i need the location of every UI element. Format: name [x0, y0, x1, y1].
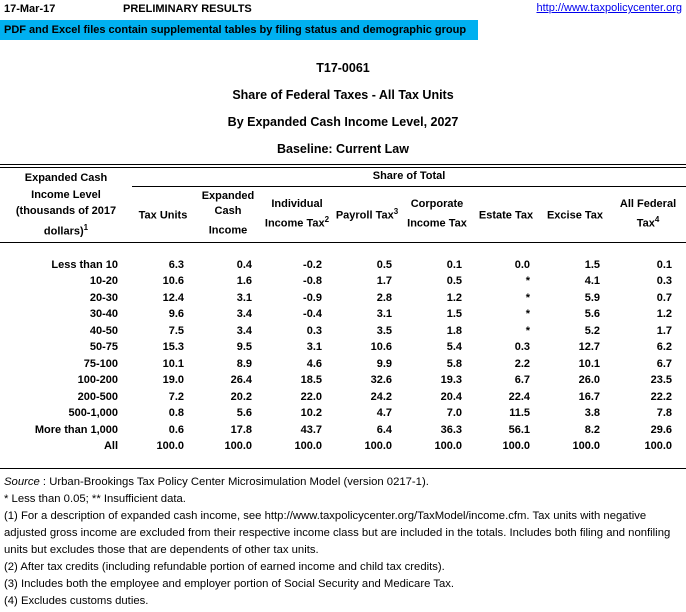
table-row — [0, 290, 686, 307]
table-row — [0, 306, 686, 323]
cell-value: 32.6 — [370, 374, 392, 387]
cell-value: 10.6 — [370, 341, 392, 354]
cell-value: 7.8 — [656, 407, 673, 420]
row-header-text: Expanded Cash Income Level (thousands of 2017 dollars) — [15, 172, 117, 238]
cell-value: 3.5 — [376, 324, 392, 337]
cell-value: 100.0 — [434, 440, 462, 453]
cell-value: 6.4 — [376, 423, 392, 436]
row-label: Less than 10 — [51, 258, 118, 271]
source-label: Source — [4, 475, 40, 488]
preliminary-results-label: PRELIMINARY RESULTS — [123, 3, 252, 15]
supplemental-tables-banner: PDF and Excel files contain supplemental tables by filing status and demographic group — [0, 20, 478, 40]
cell-value: 9.9 — [376, 357, 392, 370]
row-label: 40-50 — [89, 324, 118, 337]
cell-value: 100.0 — [294, 440, 322, 453]
cell-value: 7.2 — [168, 390, 184, 403]
row-label: 200-500 — [77, 390, 118, 403]
cell-value: 9.5 — [236, 341, 252, 354]
cell-value: 23.5 — [650, 374, 673, 387]
cell-value: 56.1 — [508, 423, 530, 436]
cell-value: 22.4 — [508, 390, 530, 403]
table-body — [0, 242, 686, 468]
row-label: 50-75 — [89, 341, 118, 354]
table-row — [0, 438, 686, 468]
cell-value: 0.1 — [656, 258, 673, 271]
cell-value: 1.7 — [656, 324, 673, 337]
cell-value: 100.0 — [502, 440, 530, 453]
cell-value: 2.8 — [376, 291, 392, 304]
col-header-tax-units: Tax Units — [132, 186, 194, 242]
cell-value: 26.0 — [578, 374, 600, 387]
cell-value: 0.3 — [306, 324, 322, 337]
cell-value: 19.0 — [162, 374, 184, 387]
cell-value: 10.1 — [578, 357, 600, 370]
cell-value: 7.0 — [446, 407, 462, 420]
cell-value: * — [525, 324, 530, 337]
cell-value: 0.1 — [446, 258, 462, 271]
cell-value: 20.4 — [440, 390, 462, 403]
cell-value: 0.0 — [514, 258, 530, 271]
row-label: 30-40 — [89, 308, 118, 321]
row-label: More than 1,000 — [34, 423, 118, 436]
cell-value: 17.8 — [230, 423, 252, 436]
col-header-estate-tax: Estate Tax — [472, 186, 540, 242]
cell-value: 22.2 — [650, 390, 673, 403]
cell-value: 29.6 — [650, 423, 673, 436]
cell-value: 3.1 — [306, 341, 322, 354]
cell-value: 0.3 — [514, 341, 530, 354]
cell-value: 15.3 — [162, 341, 184, 354]
cell-value: 24.2 — [370, 390, 392, 403]
cell-value: 3.4 — [236, 324, 252, 337]
cell-value: 0.5 — [376, 258, 392, 271]
cell-value: -0.8 — [303, 275, 322, 288]
row-label: 10-20 — [89, 275, 118, 288]
table-row — [0, 422, 686, 439]
row-header-superscript: 1 — [83, 222, 89, 232]
cell-value: -0.4 — [303, 308, 322, 321]
row-label: 75-100 — [83, 357, 118, 370]
footnote-4: (4) Excludes customs duties. — [4, 594, 149, 607]
cell-value: 100.0 — [364, 440, 392, 453]
col-header-expanded-cash-income: Expanded Cash Income — [194, 186, 262, 242]
cell-value: 1.5 — [446, 308, 462, 321]
cell-value: 11.5 — [509, 407, 530, 420]
cell-value: 0.4 — [236, 258, 252, 271]
cell-value: -0.9 — [303, 291, 322, 304]
row-label: All — [103, 440, 118, 453]
cell-value: 3.1 — [236, 291, 252, 304]
cell-value: 1.5 — [584, 258, 600, 271]
footnote-1: (1) For a description of expanded cash income, see http://www.taxpolicycenter.org/TaxModel/income.cfm. Tax units with negative adjusted gross income are excluded from their respective income class but are included in the totals. Includes both filing and nonfiling units but excludes those that are dependents of other tax units. — [4, 509, 671, 556]
cell-value: 4.6 — [306, 357, 322, 370]
cell-value: 6.7 — [514, 374, 530, 387]
row-label: 100-200 — [77, 374, 118, 387]
cell-value: 5.6 — [584, 308, 600, 321]
col-header-payroll-tax: Payroll Tax$^3$ — [332, 186, 402, 242]
row-header-income-level — [0, 166, 132, 242]
cell-value: 5.8 — [446, 357, 462, 370]
cell-value: 9.6 — [168, 308, 184, 321]
top-bar — [0, 0, 686, 20]
title-block — [0, 40, 686, 164]
report-date: 17-Mar-17 — [4, 3, 56, 15]
cell-value: 8.9 — [236, 357, 252, 370]
table-row — [0, 273, 686, 290]
table-id: T17-0061 — [316, 61, 370, 75]
cell-value: 0.5 — [446, 275, 462, 288]
cell-value: 2.2 — [514, 357, 530, 370]
baseline-label: Baseline: Current Law — [277, 142, 409, 156]
footnote-3: (3) Includes both the employee and employer portion of Social Security and Medicare Tax. — [4, 577, 455, 590]
col-header-all-federal-tax: All Federal Tax$^4$ — [610, 186, 686, 242]
cell-value: 8.2 — [584, 423, 600, 436]
cell-value: 26.4 — [230, 374, 252, 387]
cell-value: 7.5 — [168, 324, 184, 337]
cell-value: 5.4 — [446, 341, 462, 354]
cell-value: 4.7 — [376, 407, 392, 420]
cell-value: 5.6 — [236, 407, 252, 420]
cell-value: 0.8 — [168, 407, 184, 420]
col-header-excise-tax: Excise Tax — [540, 186, 610, 242]
cell-value: 5.9 — [584, 291, 600, 304]
cell-value: 100.0 — [644, 440, 673, 453]
table-row — [0, 372, 686, 389]
cell-value: * — [525, 275, 530, 288]
cell-value: 36.3 — [440, 423, 462, 436]
col-header-corporate-income-tax: Corporate Income Tax — [402, 186, 472, 242]
cell-value: 1.6 — [236, 275, 252, 288]
cell-value: 4.1 — [584, 275, 600, 288]
cell-value: 1.2 — [656, 308, 673, 321]
cell-value: 3.4 — [236, 308, 252, 321]
table-row — [0, 339, 686, 356]
cell-value: 3.1 — [376, 308, 392, 321]
cell-value: 100.0 — [572, 440, 600, 453]
cell-value: 0.3 — [656, 275, 673, 288]
table-row — [0, 323, 686, 340]
table-row — [0, 242, 686, 273]
cell-value: 1.7 — [376, 275, 392, 288]
cell-value: 12.7 — [578, 341, 600, 354]
group-header-share-of-total: Share of Total — [132, 166, 686, 186]
cell-value: 0.7 — [656, 291, 673, 304]
table-row — [0, 405, 686, 422]
cell-value: 10.2 — [300, 407, 322, 420]
col-header-individual-income-tax: Individual Income Tax$^2$ — [262, 186, 332, 242]
cell-value: * — [525, 308, 530, 321]
cell-value: 6.2 — [656, 341, 673, 354]
row-label: 500-1,000 — [68, 407, 118, 420]
cell-value: 43.7 — [300, 423, 322, 436]
cell-value: 1.8 — [446, 324, 462, 337]
cell-value: 10.6 — [162, 275, 184, 288]
table-row — [0, 356, 686, 373]
cell-value: 100.0 — [224, 440, 252, 453]
table-row — [0, 389, 686, 406]
cell-value: 100.0 — [156, 440, 184, 453]
cell-value: 12.4 — [162, 291, 184, 304]
cell-value: 22.0 — [300, 390, 322, 403]
footnote-2: (2) After tax credits (including refundable portion of earned income and child tax credits). — [4, 560, 445, 573]
symbol-note: * Less than 0.05; ** Insufficient data. — [4, 492, 186, 505]
row-label: 20-30 — [89, 291, 118, 304]
cell-value: 0.6 — [168, 423, 184, 436]
cell-value: -0.2 — [303, 258, 322, 271]
taxpolicycenter-link[interactable]: http://www.taxpolicycenter.org — [536, 2, 682, 14]
cell-value: 1.2 — [446, 291, 462, 304]
cell-value: 6.3 — [168, 258, 184, 271]
source-text: : Urban-Brookings Tax Policy Center Microsimulation Model (version 0217-1). — [39, 475, 429, 488]
cell-value: 10.1 — [162, 357, 184, 370]
share-of-federal-taxes-table — [0, 164, 686, 469]
cell-value: 16.7 — [578, 390, 600, 403]
footnotes — [0, 469, 686, 610]
table-title: Share of Federal Taxes - All Tax Units — [232, 88, 454, 102]
cell-value: 3.8 — [584, 407, 600, 420]
cell-value: 20.2 — [230, 390, 252, 403]
source-note — [4, 474, 682, 491]
table-subtitle: By Expanded Cash Income Level, 2027 — [227, 115, 459, 129]
cell-value: 5.2 — [584, 324, 600, 337]
cell-value: 18.5 — [300, 374, 322, 387]
cell-value: 6.7 — [656, 357, 673, 370]
cell-value: 19.3 — [440, 374, 462, 387]
cell-value: * — [525, 291, 530, 304]
